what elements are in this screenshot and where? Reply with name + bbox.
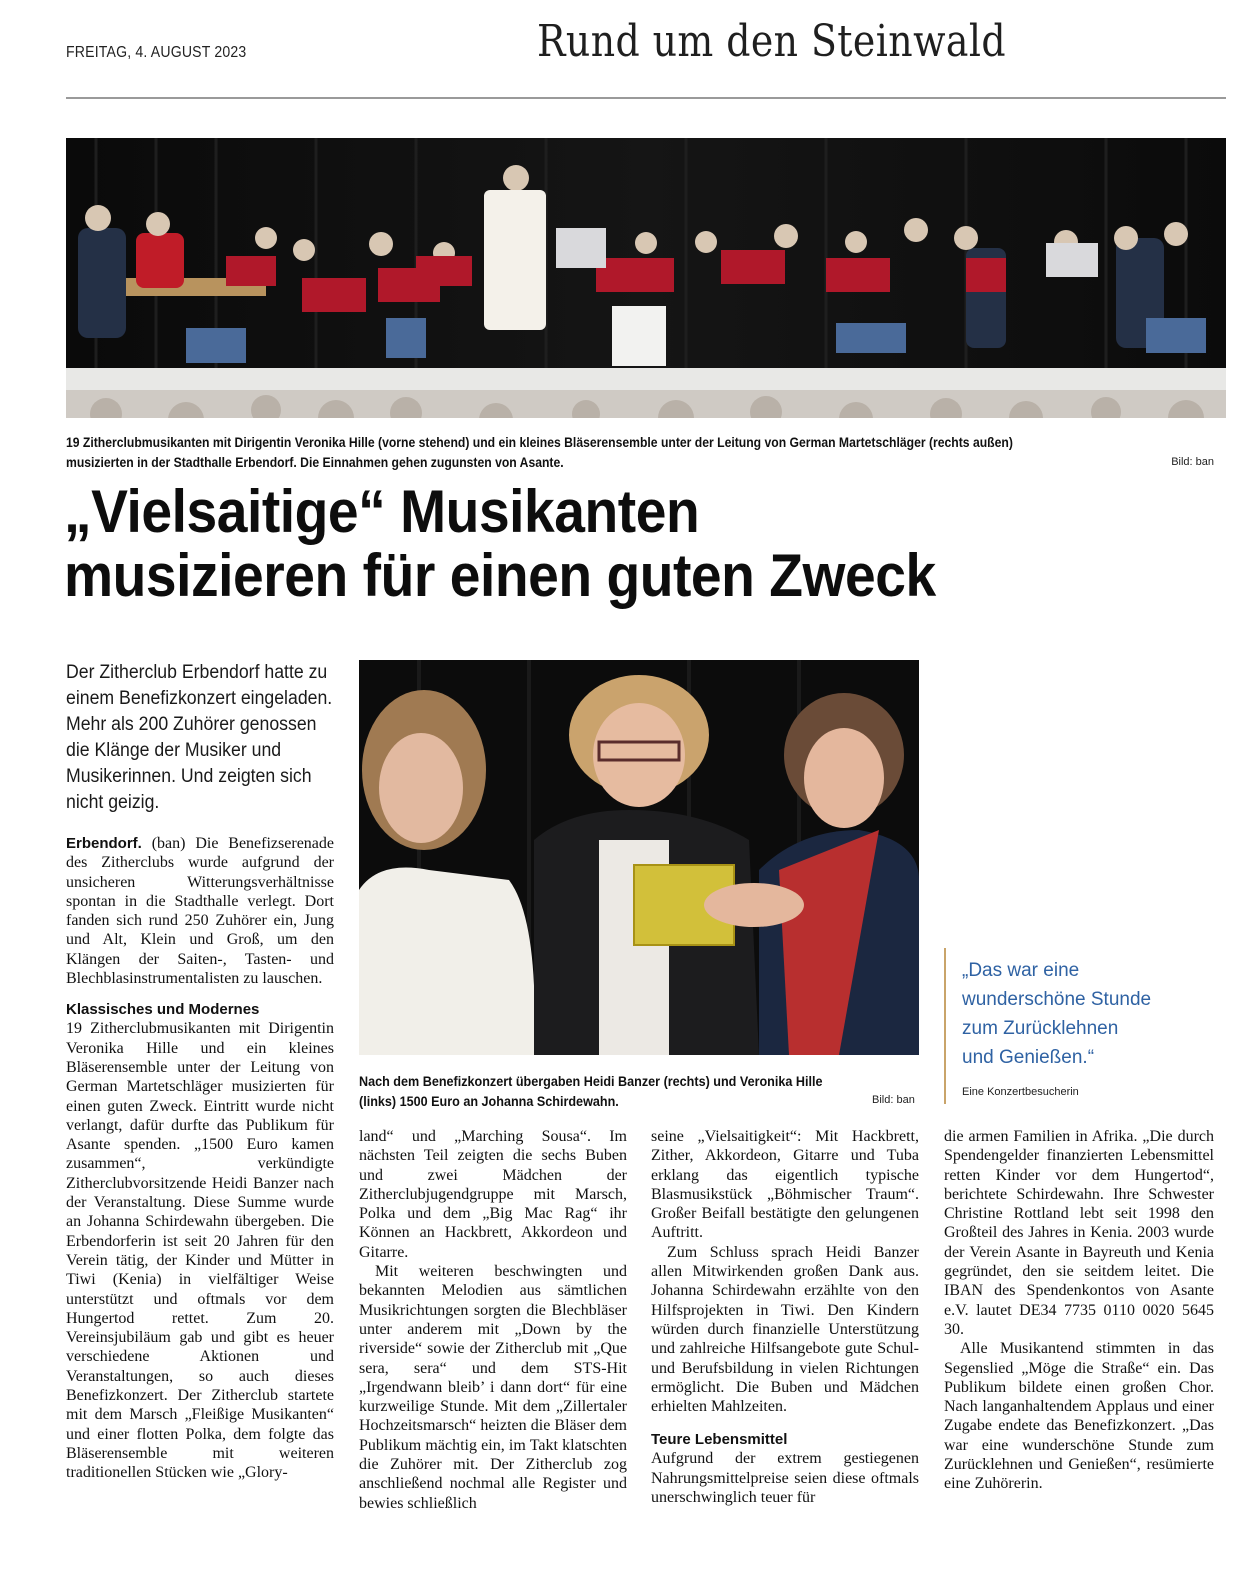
top-photo [66,138,1226,418]
pull-quote-text [962,956,1214,1072]
body-paragraph: Aufgrund der extrem gestiegenen Nahrungsmittelpreise seien diese oftmals unerschwinglich teuer für [651,1450,919,1507]
pull-quote-line: zum Zurücklehnen [962,1018,1119,1039]
pull-quote-line: und Genießen.“ [962,1047,1095,1068]
article-column-1 [66,834,334,1483]
article-column-2 [359,1127,627,1513]
handover-photo-credit: Bild: ban [872,1094,915,1106]
article-column-4 [944,1127,1214,1494]
body-paragraph: Zum Schluss sprach Heidi Banzer allen Mitwirkenden großen Dank aus. Johanna Schirdewahn erzählte von den Hilfsprojekten in Tiwi. Den Kindern würden durch finanzielle Unterstützung und zahlreiche Hilfsangebote gute Schul- und Berufsbildung in vielen Richtungen ermöglicht. Die Buben und Mädchen erhielten Mahlzeiten. [651,1243,919,1416]
donation-handover-image [359,660,919,1055]
pull-quote-line: wunderschöne Stunde [962,989,1152,1010]
headline-line1: „Vielsaitige“ Musikanten [64,478,700,545]
body-paragraph: 19 Zitherclubmusikanten mit Dirigentin Veronika Hille und ein kleines Bläserensemble unter der Leitung von German Martetschläger musizierten für einen guten Zweck. Eintritt wurde nicht verlangt, dafür durfte das Publikum für Asante spenden. „1500 Euro kamen zusammen“, verkündigte Zitherclubvorsitzende Heidi Banzer nach der Veranstaltung. Diese Summe wurde an Johanna Schirdewahn übergeben. Die Erbendorferin ist seit 20 Jahren für den Verein tätig, der Kinder und Mütter in Tiwi (Kenia) in vielfältiger Weise unterstützt und oftmals vor dem Hungertod rettet. Zum 20. Vereinsjubiläum gab und gibt es heuer verschiedene Aktionen und Veranstaltungen, so auch dieses Benefizkonzert. Der Zitherclub startete mit dem Marsch „Fleißige Musikanten“ und einer flotten Polka, dem folgte das Bläserensemble mit weiteren traditionellen Stücken wie „Glory- [66,1020,334,1482]
header-divider [66,97,1226,99]
teaser-paragraph: Der Zitherclub Erbendorf hatte zu einem Benefizkonzert eingeladen. Mehr als 200 Zuhörer genossen die Klänge der Musiker und Musikerinnen. Und zeigten sich nicht geizig. [66,662,333,813]
body-paragraph: seine „Vielsaitigkeit“: Mit Hackbrett, Zither, Akkordeon, Gitarre und Tuba erklang das eigentlich typische Blasmusikstück „Böhmischer Traum“. Großer Beifall bestätigte den gelungenen Auftritt. [651,1128,919,1242]
top-photo-credit: Bild: ban [1171,456,1214,468]
top-photo-caption [66,432,1226,472]
handover-caption-line1: Nach dem Benefizkonzert übergaben Heidi Banzer (rechts) und Veronika Hille [359,1073,823,1089]
top-photo-caption-line1: 19 Zitherclubmusikanten mit Dirigentin Veronika Hille (vorne stehend) und ein kleines Bläserensemble unter der Leitung von German Martetschläger (rechts außen) [66,434,1013,450]
pull-quote-line: „Das war eine [962,960,1080,981]
handover-caption-line2: (links) 1500 Euro an Johanna Schirdewahn. [359,1093,619,1109]
lead-text: (ban) Die Benefizserenade des Zitherclubs wurde aufgrund der unsicheren Witterungsverhältnisse spontan in die Stadthalle verlegt. Dort fanden sich rund 250 Zuhörer ein, Jung und Alt, Klein und Groß, um den Klängen der Saiten-, Tasten- und Blechblasinstrumentalisten zu lauschen. [66,835,334,988]
subhead-klassisches: Klassisches und Modernes [66,1001,260,1019]
lead-paragraph [66,834,334,988]
headline [64,480,936,608]
article-dateline: Erbendorf. [66,835,142,852]
article-column-3 [651,1127,919,1507]
issue-date: FREITAG, 4. AUGUST 2023 [66,44,247,61]
body-paragraph: land“ und „Marching Sousa“. Im nächsten Teil zeigten die sechs Buben und zwei Mädchen der Zitherclubjugendgruppe mit Marsch, Polka und dem „Big Mac Rag“ ihr Können an Hackbrett, Akkordeon und Gitarre. [359,1128,627,1261]
body-paragraph: die armen Familien in Afrika. „Die durch Spendengelder finanzierten Lebensmittel retten Kinder vor dem Hungertod“, berichtete Schirdewahn. Ihre Schwester Christine Rottland lebt seit 1998 den Großteil des Jahres in Kenia. 2003 wurde der Verein Asante in Bayreuth und Kenia gegründet, den sie seitdem leitet. Die IBAN des Spendenkontos von Asante e.V. lautet DE34 7735 0110 0020 5645 30. [944,1128,1214,1338]
top-photo-caption-line2: musizierten in der Stadthalle Erbendorf. Die Einnahmen gehen zugunsten von Asante. [66,454,564,470]
handover-photo [359,660,919,1055]
pull-quote-attribution: Eine Konzertbesucherin [962,1086,1079,1098]
headline-line2: musizieren für einen guten Zweck [64,542,936,609]
body-paragraph: Mit weiteren beschwingten und bekannten Melodien aus sämtlichen Musikrichtungen sorgten die Blechbläser unter anderem mit „Down by the riverside“ sowie der Zitherclub mit „Que sera, sera“ und dem STS-Hit „Irgendwann bleib’ i dann dort“ für eine kurzweilige Stunde. Mit dem „Zillertaler Hochzeitsmarsch“ heizten die Bläser dem Publikum mächtig ein, im Takt klatschten die Zuhörer mit. Der Zitherclub zog anschließend nochmal alle Register und bewies schließlich [359,1263,627,1512]
handover-photo-caption [359,1071,919,1111]
concert-stage-image [66,138,1226,418]
subhead-lebensmittel: Teure Lebensmittel [651,1431,788,1449]
pull-quote [944,948,1214,1104]
section-title: Rund um den Steinwald [537,16,1007,67]
body-paragraph: Alle Musikantend stimmten in das Segenslied „Möge die Straße“ ein. Das Publikum bildete einen großen Chor. Nach langanhaltendem Applaus und einer Zugabe endete das Benefizkonzert. „Das war eine wunderschöne Stunde zum Zurücklehnen und Genießen“, resümierte eine Zuhörerin. [944,1340,1214,1493]
